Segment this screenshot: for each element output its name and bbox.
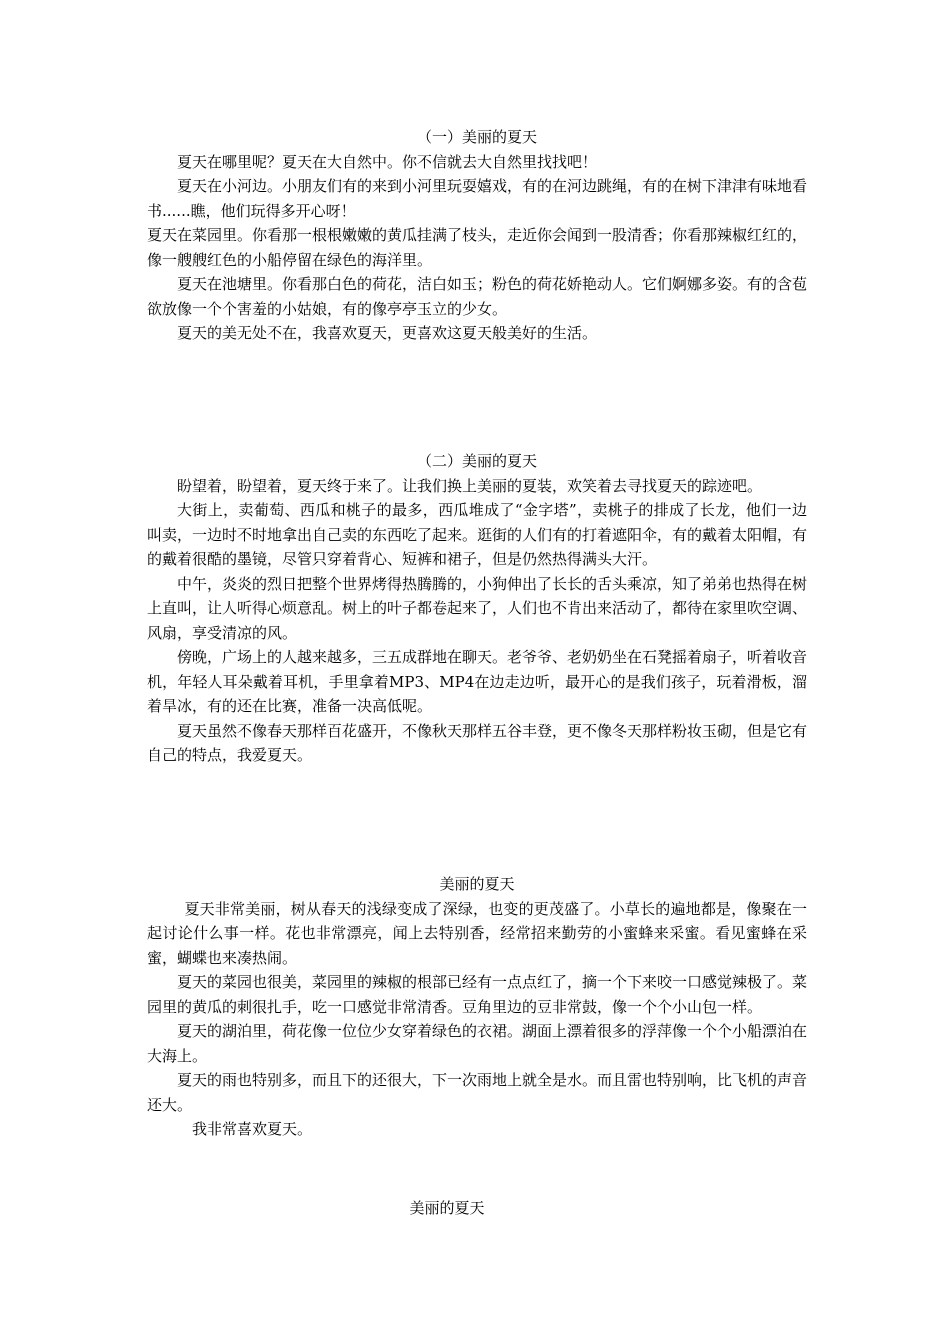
paragraph: 夏天在哪里呢？夏天在大自然中。你不信就去大自然里找找吧！ (177, 152, 598, 171)
section-title: （二）美丽的夏天 (416, 452, 537, 470)
paragraph: 傍晚，广场上的人越来越多，三五成群地在聊天。老爷爷、老奶奶坐在石凳摇着扇子，听着收音机，年轻人耳朵戴着耳机，手里拿着MP3、MP4在边走边听，最开心的是我们孩子，玩着滑板，溜着旱冰，有的还在比赛，准备一决高低呢。 (147, 648, 808, 715)
paragraph: 夏天在菜园里。你看那一根根嫩嫩的黄瓜挂满了枝头，走近你会闻到一股清香；你看那辣椒红红的，像一艘艘红色的小船停留在绿色的海洋里。 (147, 226, 808, 269)
section-title: 美丽的夏天 (439, 875, 515, 893)
paragraph: 盼望着，盼望着，夏天终于来了。让我们换上美丽的夏装，欢笑着去寻找夏天的踪迹吧。 (177, 476, 763, 495)
paragraph: 大街上，卖葡萄、西瓜和桃子的最多，西瓜堆成了“金字塔”，卖桃子的排成了长龙，他们一边叫卖，一边时不时地拿出自己卖的东西吃了起来。逛街的人们有的打着遮阳伞，有的戴着太阳帽，有的戴着很酷的墨镜，尽管只穿着背心、短裤和裙子，但是仍然热得满头大汗。 (147, 501, 808, 568)
paragraph: 夏天虽然不像春天那样百花盛开，不像秋天那样五谷丰登，更不像冬天那样粉妆玉砌，但是它有自己的特点，我爱夏天。 (147, 721, 808, 764)
paragraph: 夏天非常美丽，树从春天的浅绿变成了深绿，也变的更茂盛了。小草长的遍地都是，像聚在一起讨论什么事一样。花也非常漂亮，闻上去特别香，经常招来勤劳的小蜜蜂来采蜜。看见蜜蜂在采蜜，蝴蝶也来凑热闹。 (147, 899, 807, 967)
essay-section-3 (147, 872, 807, 1142)
paragraph: 夏天的菜园也很美，菜园里的辣椒的根部已经有一点点红了，摘一个下来咬一口感觉辣极了。菜园里的黄瓜的刺很扎手，吃一口感觉非常清香。豆角里边的豆非常鼓，像一个个小山包一样。 (147, 973, 808, 1016)
paragraph: 夏天在池塘里。你看那白色的荷花，洁白如玉；粉色的荷花娇艳动人。它们婀娜多姿。有的含苞欲放像一个个害羞的小姑娘，有的像亭亭玉立的少女。 (147, 275, 808, 318)
paragraph: 夏天在小河边。小朋友们有的来到小河里玩耍嬉戏，有的在河边跳绳，有的在树下津津有味地看书......瞧，他们玩得多开心呀！ (147, 177, 808, 220)
essay-section-2 (147, 449, 807, 768)
section-title: 美丽的夏天 (409, 1199, 485, 1217)
section-title: （一）美丽的夏天 (416, 128, 537, 146)
essay-section-4 (147, 1196, 747, 1221)
essay-section-1 (147, 125, 807, 346)
paragraph: 夏天的雨也特别多，而且下的还很大，下一次雨地上就全是水。而且雷也特别响，比飞机的声音还大。 (147, 1071, 808, 1114)
paragraph: 中午，炎炎的烈日把整个世界烤得热腾腾的，小狗伸出了长长的舌头乘凉，知了弟弟也热得在树上直叫，让人听得心烦意乱。树上的叶子都卷起来了，人们也不肯出来活动了，都待在家里吹空调、风扇，享受清凉的风。 (147, 574, 808, 642)
paragraph: 夏天的湖泊里，荷花像一位位少女穿着绿色的衣裙。湖面上漂着很多的浮萍像一个个小船漂泊在大海上。 (147, 1022, 808, 1065)
paragraph: 夏天的美无处不在，我喜欢夏天，更喜欢这夏天般美好的生活。 (177, 324, 598, 342)
paragraph: 我非常喜欢夏天。 (192, 1120, 313, 1138)
